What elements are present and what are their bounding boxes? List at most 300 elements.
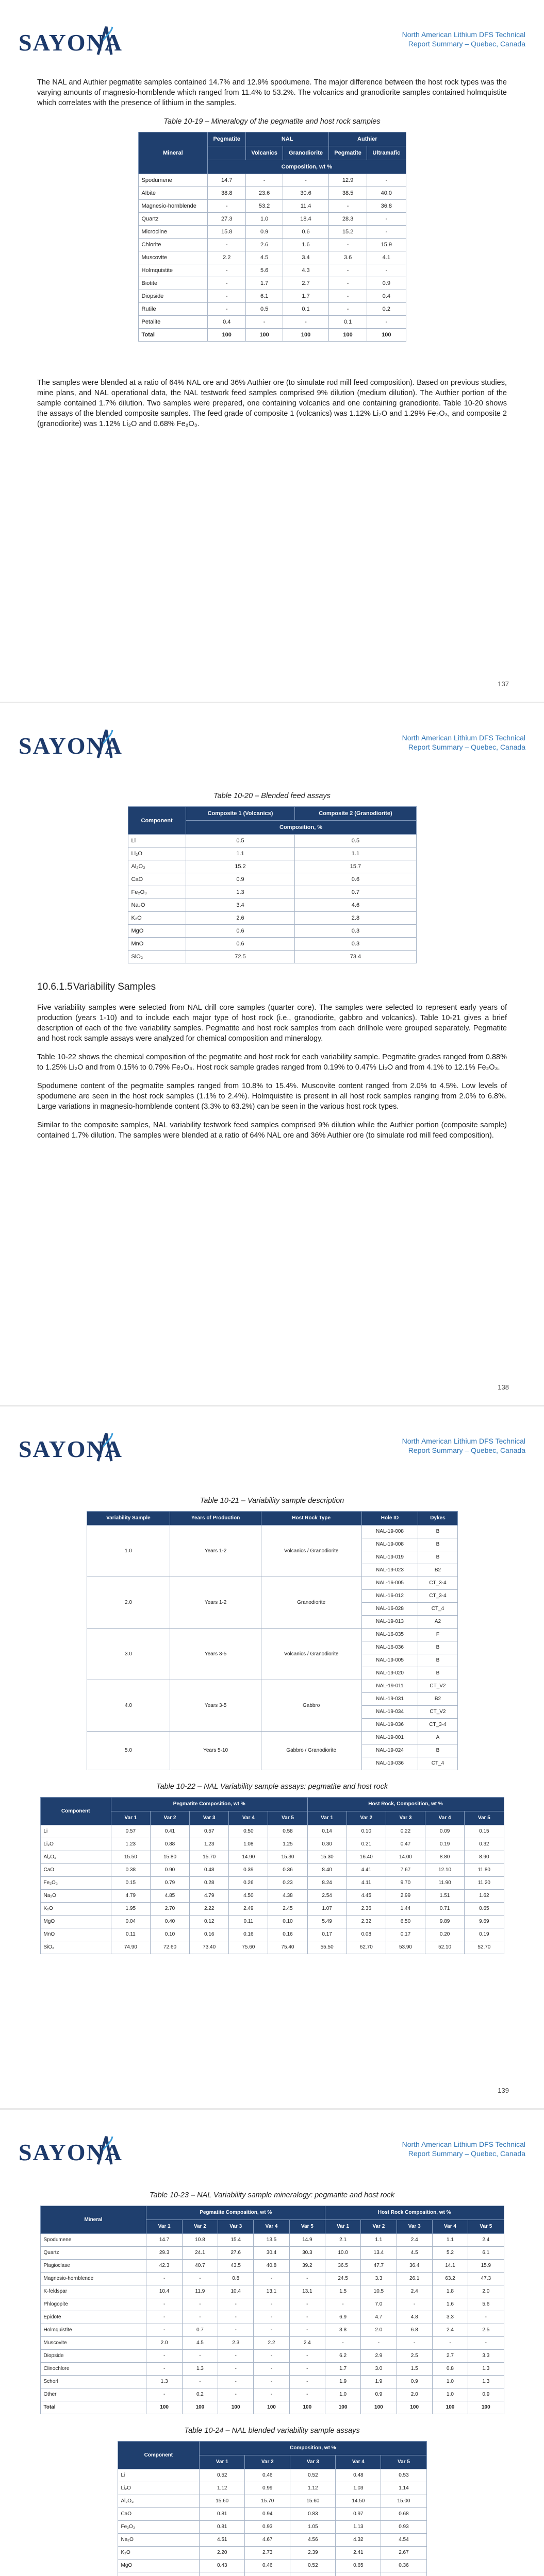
table-cell: Al₂O₃ [118,2495,200,2508]
table-cell: NAL-16-012 [361,1590,418,1603]
table-cell: 11.4 [283,200,328,213]
table-cell: NAL-19-011 [361,1680,418,1693]
table-cell: 1.1 [186,848,295,860]
table-cell: 0.22 [386,1825,425,1838]
table-cell: Al₂O₃ [40,1851,111,1864]
table-cell: 0.88 [150,1838,189,1851]
table-cell: 5.2 [432,2247,468,2260]
blended-variability-table [118,2441,427,2576]
table-cell: 36.5 [325,2260,360,2273]
table-cell: Chlorite [138,239,208,251]
table-cell: 4.5 [182,2337,218,2350]
header-line-2: Report Summary – Quebec, Canada [408,1446,525,1454]
table-cell: 0.17 [386,1928,425,1941]
table-cell: CT_4 [418,1757,457,1770]
table-cell: 15.60 [200,2495,245,2508]
table-cell: NAL-19-019 [361,1551,418,1564]
table-cell: 1.44 [386,1903,425,1916]
col-mineral: Mineral [138,132,208,174]
table-cell: Var 5 [268,1811,307,1825]
table-cell: 3.6 [329,251,367,264]
table-cell: 0.30 [307,1838,347,1851]
table-cell: 15.80 [150,1851,189,1864]
table-cell: B [418,1667,457,1680]
table-cell: 4.54 [381,2534,426,2547]
table-cell: NAL-19-008 [361,1526,418,1538]
table-cell: 38.8 [208,187,246,200]
table-row [40,1916,504,1928]
table-cell: - [208,239,246,251]
table-cell: - [367,264,406,277]
table-row [128,912,416,925]
table-cell: - [468,2311,504,2324]
table-cell: 0.47 [386,1838,425,1851]
table-row [138,277,406,290]
col-years: Years of Production [170,1512,261,1526]
table-cell: 15.60 [290,2495,336,2508]
table-cell: 30.6 [283,187,328,200]
table-cell: 0.4 [367,290,406,303]
table-cell: 1.8 [432,2285,468,2298]
table-cell: 1.03 [336,2482,381,2495]
table-cell: 27.6 [218,2247,254,2260]
table-cell: Years 5-10 [170,1732,261,1770]
table-cell: 0.15 [111,1877,150,1890]
table-cell: 0.16 [268,1928,307,1941]
table-cell: - [218,2324,254,2337]
table-cell: Muscovite [138,251,208,264]
table-cell: 10.0 [325,2247,360,2260]
table-cell: 0.43 [200,2560,245,2572]
table-cell: 30.3 [289,2247,325,2260]
table-row [40,1825,504,1838]
table-cell: 52.10 [425,1941,465,1954]
table-cell: 13.5 [254,2234,289,2247]
table-cell: Rutile [138,303,208,316]
table-row [40,2234,504,2247]
table-cell: 2.4 [397,2234,432,2247]
table-cell: - [182,2298,218,2311]
table-cell: 2.7 [283,277,328,290]
table-cell: Li₂O [118,2482,200,2495]
col-composition: Composition, % [186,821,416,835]
table-cell: 1.3 [182,2363,218,2376]
table-cell: 0.23 [268,1877,307,1890]
table-cell: 3.8 [325,2324,360,2337]
blended-variability-body [118,2469,426,2576]
blended-feed-table-body [128,835,416,963]
table-cell: 0.65 [336,2560,381,2572]
variability-description-table [87,1511,458,1770]
table-cell: 2.49 [229,1903,268,1916]
table-cell: 24.1 [182,2247,218,2260]
table-cell: 2.36 [347,1903,386,1916]
table-cell: 3.3 [468,2350,504,2363]
table-cell: 1.6 [283,239,328,251]
table-cell: NAL-19-034 [361,1706,418,1719]
table-cell: 0.36 [381,2560,426,2572]
table-cell: - [146,2298,182,2311]
col-variability-sample: Variability Sample [87,1512,170,1526]
table-cell: Var 5 [381,2455,426,2469]
table-cell: 26.1 [397,2273,432,2285]
table-cell: 1.5 [325,2285,360,2298]
page-138 [0,703,544,1406]
table-row [40,1890,504,1903]
table-cell: 72.60 [150,1941,189,1954]
header-title [402,30,525,48]
table-cell: Microcline [138,226,208,239]
table-cell: - [329,277,367,290]
table-cell: NAL-16-005 [361,1577,418,1590]
table-cell: 73.4 [295,951,416,963]
table-cell: Var 3 [386,1811,425,1825]
table-cell: - [254,2298,289,2311]
table-cell: Var 1 [325,2220,360,2234]
table-cell: 0.93 [381,2521,426,2534]
table-cell: - [289,2324,325,2337]
variability-assays-body [40,1825,504,1954]
table-cell: 1.13 [336,2521,381,2534]
table-cell: Var 4 [336,2455,381,2469]
table-cell: Clinochlore [40,2363,146,2376]
logo-mark-icon [96,1431,113,1462]
table-cell: 0.38 [111,1864,150,1877]
table-cell: 63.2 [432,2273,468,2285]
table-cell: MnO [40,1928,111,1941]
table-row [40,2376,504,2388]
table-cell: Other [40,2388,146,2401]
table-row [118,2482,426,2495]
table-cell: 2.45 [268,1903,307,1916]
table-cell: Var 5 [289,2220,325,2234]
table-cell: - [432,2337,468,2350]
header-line-1: North American Lithium DFS Technical [402,1437,525,1445]
table-cell: 4.7 [361,2311,397,2324]
table-cell: - [325,2337,360,2350]
table-cell: 4.67 [245,2534,290,2547]
table-cell: 15.9 [468,2260,504,2273]
table-cell: 2.6 [246,239,283,251]
table-row [40,2311,504,2324]
table-cell: A2 [418,1616,457,1629]
table-cell: 4.50 [229,1890,268,1903]
table-cell: 5.49 [307,1916,347,1928]
table-cell: 0.90 [150,1864,189,1877]
table-row [40,2298,504,2311]
table-cell: NAL-16-036 [361,1641,418,1654]
table-cell: 10.4 [146,2285,182,2298]
col-mineral: Mineral [40,2206,146,2234]
table-cell: NAL-19-020 [361,1667,418,1680]
table-cell: 100 [208,329,246,342]
table-cell: 2.70 [150,1903,189,1916]
table-cell: 1.1 [432,2234,468,2247]
table-cell: 2.5 [468,2324,504,2337]
total-row [138,329,406,342]
table-cell: 0.04 [111,1916,150,1928]
table-cell: 74.90 [111,1941,150,1954]
table-row [128,951,416,963]
table-cell: NAL-19-036 [361,1719,418,1732]
header-line-1: North American Lithium DFS Technical [402,734,525,742]
table-row [40,2247,504,2260]
table-cell: 4.38 [268,1890,307,1903]
table-cell: - [254,2311,289,2324]
table-cell: Na₂O [40,1890,111,1903]
table-row [40,2260,504,2273]
table-cell: 0.2 [182,2388,218,2401]
page-body [37,787,507,1149]
table-cell: 4.5 [397,2247,432,2260]
table-cell: 0.5 [186,835,295,848]
table-cell: 0.50 [229,1825,268,1838]
table-cell: 100 [361,2401,397,2414]
table-cell: Li₂O [40,1838,111,1851]
table-cell: 0.46 [245,2560,290,2572]
sayona-logo [19,2134,123,2167]
table-cell: 100 [246,329,283,342]
table-row [40,2388,504,2401]
col-pegmatite-composition: Pegmatite Composition, wt % [111,1798,307,1811]
table-cell: Var 3 [290,2455,336,2469]
table-cell: 24.5 [325,2273,360,2285]
table-10-19-caption: Table 10-19 – Mineralogy of the pegmatite and host rock samples [163,117,381,126]
table-cell: 0.53 [381,2469,426,2482]
table-cell: 72.5 [186,951,295,963]
table-cell: Muscovite [40,2337,146,2350]
logo-text: SAYONA [19,733,123,759]
table-cell: - [397,2337,432,2350]
col-composition: Composition, wt % [200,2442,426,2455]
table-cell: 0.12 [190,1916,229,1928]
table-cell: 0.9 [361,2388,397,2401]
table-row [40,2350,504,2363]
table-cell: 0.11 [229,1916,268,1928]
header-title [402,733,525,752]
table-cell: MgO [40,1916,111,1928]
table-cell: 53.2 [246,200,283,213]
table-cell: 0.39 [229,1864,268,1877]
table-cell: 13.4 [361,2247,397,2260]
table-cell: CT_3-4 [418,1590,457,1603]
table-cell: 0.9 [367,277,406,290]
table-row [87,1629,457,1641]
table-cell: 4.3 [283,264,328,277]
table-cell: 0.21 [347,1838,386,1851]
table-cell: 0.16 [229,1928,268,1941]
table-cell: 42.3 [146,2260,182,2273]
table-cell: - [246,316,283,329]
table-cell: 73.40 [190,1941,229,1954]
table-cell: 1.14 [381,2482,426,2495]
table-row [118,2572,426,2576]
table-cell: 0.97 [336,2508,381,2521]
table-cell: - [182,2376,218,2388]
table-cell: 15.00 [381,2495,426,2508]
table-cell: 15.30 [268,1851,307,1864]
table-row [40,1941,504,1954]
table-cell: 0.09 [425,1825,465,1838]
table-cell: 3.0 [361,2363,397,2376]
header-line-2: Report Summary – Quebec, Canada [408,40,525,48]
table-cell: NAL-19-008 [361,1538,418,1551]
table-cell: 0.9 [468,2388,504,2401]
table-cell: 6.8 [397,2324,432,2337]
page-139 [0,1406,544,2110]
table-cell: 6.1 [468,2247,504,2260]
table-cell: 0.19 [465,1928,504,1941]
table-cell: Years 3-5 [170,1629,261,1680]
table-row [87,1732,457,1744]
table-cell: 14.00 [386,1851,425,1864]
intro-paragraph: The NAL and Authier pegmatite samples contained 14.7% and 12.9% spodumene. The major difference between the host rock types was the varying amounts of magnesio-hornblende which ranged from 11.4% to 53.2%. The volcanics and granodiorite samples contained holmquistite which correlates with the presence of lithium in the samples. [37,78,507,107]
table-cell: 15.70 [245,2495,290,2508]
table-cell: Spodumene [40,2234,146,2247]
table-cell: 0.3 [295,925,416,938]
table-cell: Total [138,329,208,342]
table-cell: 1.0 [432,2376,468,2388]
table-cell: 1.9 [361,2376,397,2388]
table-cell: 2.20 [200,2547,245,2560]
table-cell: 1.12 [290,2482,336,2495]
table-cell: 14.7 [146,2234,182,2247]
table-cell: 29.3 [146,2247,182,2260]
blended-feed-table [128,806,417,963]
table-cell: 0.15 [465,1825,504,1838]
table-cell: 14.7 [208,174,246,187]
table-cell: Magnesio-hornblende [40,2273,146,2285]
table-cell: - [218,2363,254,2376]
table-cell: 4.79 [190,1890,229,1903]
variability-description-body [87,1526,457,1770]
table-cell: 47.7 [361,2260,397,2273]
table-cell: - [146,2324,182,2337]
variability-paragraph-4: Similar to the composite samples, NAL variability testwork feed samples comprised 9% dilution while the Authier portion (composite sample) contained 1.7% dilution. The samples were blended at a ratio of 64% NAL ore and 36% Authier ore (to simulate rod mill feed composition). [37,1121,507,1140]
table-cell: - [361,2337,397,2350]
table-10-21-caption: Table 10-21 – Variability sample description [200,1497,344,1505]
table-cell: Spodumene [138,174,208,187]
table-cell: Albite [138,187,208,200]
table-cell: 2.4 [468,2234,504,2247]
table-cell: - [254,2273,289,2285]
table-cell: SiO₂ [40,1941,111,1954]
table-cell: - [367,226,406,239]
table-row [138,264,406,277]
table-cell: - [254,2388,289,2401]
table-cell: NAL-16-028 [361,1603,418,1616]
table-cell: 1.3 [146,2376,182,2388]
table-cell: 1.12 [200,2482,245,2495]
table-cell: - [208,200,246,213]
table-cell: 100 [329,329,367,342]
table-cell [336,2572,381,2576]
table-cell: 4.51 [200,2534,245,2547]
table-cell [118,2572,200,2576]
table-cell: - [397,2298,432,2311]
table-cell: 2.0 [468,2285,504,2298]
table-cell: 4.1 [367,251,406,264]
table-cell: - [146,2363,182,2376]
table-cell: Biotite [138,277,208,290]
table-cell: - [208,264,246,277]
header-line-1: North American Lithium DFS Technical [402,2140,525,2148]
table-row [128,938,416,951]
table-cell: 23.6 [246,187,283,200]
table-cell: Var 5 [465,1811,504,1825]
table-cell: 100 [367,329,406,342]
table-cell: CT_V2 [418,1706,457,1719]
table-row [87,1680,457,1693]
table-cell: 27.3 [208,213,246,226]
table-cell: 1.3 [186,886,295,899]
table-cell: K₂O [128,912,186,925]
table-row [87,1526,457,1538]
table-cell: 0.1 [283,303,328,316]
table-cell: CT_3-4 [418,1577,457,1590]
table-cell: MgO [128,925,186,938]
table-cell: - [218,2298,254,2311]
table-cell: CT_V2 [418,1680,457,1693]
table-cell: - [254,2363,289,2376]
table-cell: 0.52 [290,2469,336,2482]
table-cell: 2.32 [347,1916,386,1928]
table-cell: Years 1-2 [170,1577,261,1629]
table-row [118,2547,426,2560]
variability-assays-table [40,1797,504,1954]
table-cell: 0.9 [246,226,283,239]
table-cell: 4.85 [150,1890,189,1903]
table-cell: 0.57 [111,1825,150,1838]
table-cell: 0.48 [190,1864,229,1877]
table-cell: 0.93 [245,2521,290,2534]
table-cell: 4.32 [336,2534,381,2547]
table-cell: 0.26 [229,1877,268,1890]
table-cell: 0.48 [336,2469,381,2482]
table-cell: B [418,1526,457,1538]
table-cell: Var 4 [254,2220,289,2234]
table-cell: 4.79 [111,1890,150,1903]
table-cell: - [289,2311,325,2324]
table-cell: NAL-19-001 [361,1732,418,1744]
table-cell: - [254,2324,289,2337]
table-cell: 0.10 [268,1916,307,1928]
table-cell: 2.4 [397,2285,432,2298]
table-cell: 2.8 [295,912,416,925]
logo-text: SAYONA [19,2139,123,2165]
table-cell: Fe₂O₃ [118,2521,200,2534]
table-cell: 3.4 [186,899,295,912]
table-cell: 1.1 [295,848,416,860]
table-cell: 0.08 [347,1928,386,1941]
table-cell: - [329,200,367,213]
table-cell: Schorl [40,2376,146,2388]
table-cell: 0.9 [186,873,295,886]
table-cell: Epidote [40,2311,146,2324]
table-cell: 16.40 [347,1851,386,1864]
table-cell: Fe₂O₃ [128,886,186,899]
table-10-23-caption: Table 10-23 – NAL Variability sample mineralogy: pegmatite and host rock [149,2191,394,2199]
table-cell: Var 3 [218,2220,254,2234]
table-cell: 0.3 [295,938,416,951]
table-cell: 1.7 [283,290,328,303]
table-cell: 2.73 [245,2547,290,2560]
table-cell: 75.40 [268,1941,307,1954]
table-cell: 0.6 [186,938,295,951]
col-nal: NAL [246,132,329,146]
mineralogy-table-body [138,174,406,342]
table-row [128,835,416,848]
